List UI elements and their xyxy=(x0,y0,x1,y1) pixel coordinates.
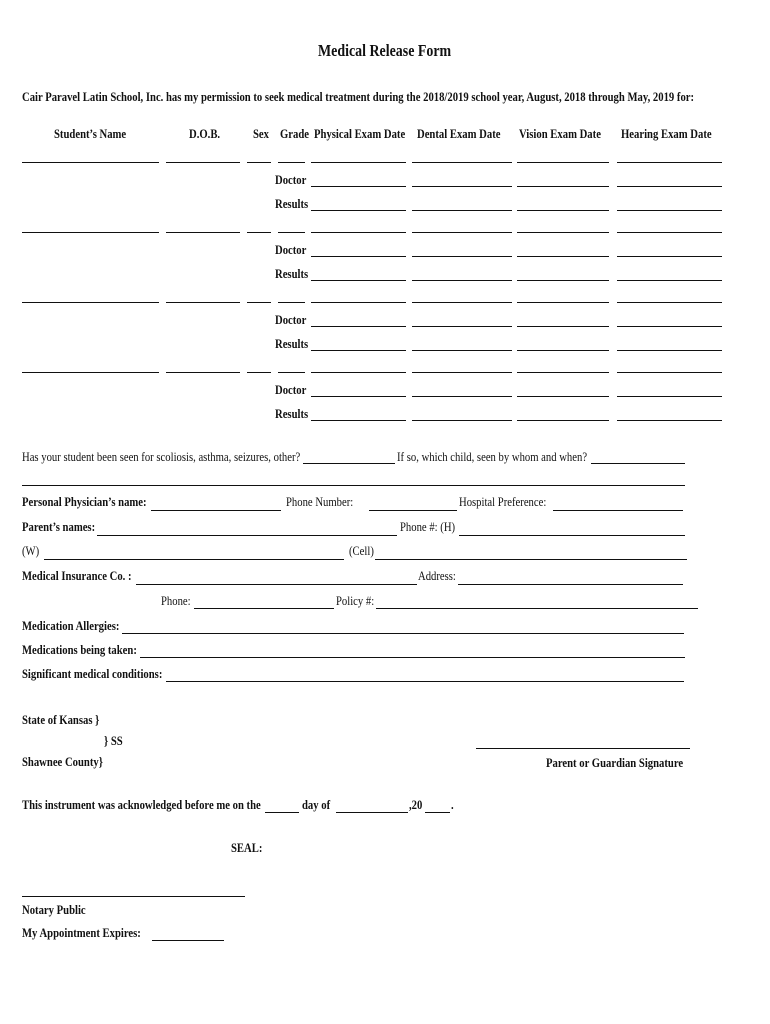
row-4-sex-field[interactable] xyxy=(247,372,271,373)
row-1-physical-field[interactable] xyxy=(311,162,406,163)
row-1-grade-field[interactable] xyxy=(278,162,305,163)
history-question-label: Has your student been seen for scoliosis, asthma, seizures, other? xyxy=(22,449,301,464)
row-4-doctor-hearing-field[interactable] xyxy=(617,396,722,397)
appointment-field[interactable] xyxy=(152,940,224,941)
row-1-hearing-field[interactable] xyxy=(617,162,722,163)
row-1-results-dental-field[interactable] xyxy=(412,210,512,211)
row-1-dental-field[interactable] xyxy=(412,162,512,163)
row-3-doctor-vision-field[interactable] xyxy=(517,326,609,327)
row-1-results-vision-field[interactable] xyxy=(517,210,609,211)
header-sex: Sex xyxy=(253,126,269,141)
conditions-label: Significant medical conditions: xyxy=(22,666,163,681)
row-4-vision-field[interactable] xyxy=(517,372,609,373)
history-followup-field[interactable] xyxy=(591,463,685,464)
phone-number-field[interactable] xyxy=(369,510,457,511)
row-1-results-label: Results xyxy=(275,196,309,211)
header-dental: Dental Exam Date xyxy=(417,126,501,141)
ack-period: . xyxy=(451,797,454,812)
row-1-dob-field[interactable] xyxy=(166,162,240,163)
row-1-doctor-vision-field[interactable] xyxy=(517,186,609,187)
row-4-results-vision-field[interactable] xyxy=(517,420,609,421)
policy-field[interactable] xyxy=(376,608,698,609)
row-2-hearing-field[interactable] xyxy=(617,232,722,233)
row-1-doctor-physical-field[interactable] xyxy=(311,186,406,187)
row-3-results-physical-field[interactable] xyxy=(311,350,406,351)
allergies-label: Medication Allergies: xyxy=(22,618,120,633)
row-2-sex-field[interactable] xyxy=(247,232,271,233)
hospital-label: Hospital Preference: xyxy=(459,494,547,509)
history-followup-label: If so, which child, seen by whom and when? xyxy=(397,449,588,464)
medications-field[interactable] xyxy=(140,657,685,658)
row-2-results-hearing-field[interactable] xyxy=(617,280,722,281)
row-1-student-name-field[interactable] xyxy=(22,162,159,163)
parents-label: Parent’s names: xyxy=(22,519,96,534)
header-hearing: Hearing Exam Date xyxy=(621,126,712,141)
row-4-physical-field[interactable] xyxy=(311,372,406,373)
row-2-grade-field[interactable] xyxy=(278,232,305,233)
ack-month-field[interactable] xyxy=(336,812,408,813)
row-2-physical-field[interactable] xyxy=(311,232,406,233)
row-4-doctor-vision-field[interactable] xyxy=(517,396,609,397)
row-4-results-hearing-field[interactable] xyxy=(617,420,722,421)
notary-signature-field[interactable] xyxy=(22,896,245,897)
row-3-vision-field[interactable] xyxy=(517,302,609,303)
row-2-results-vision-field[interactable] xyxy=(517,280,609,281)
row-2-results-physical-field[interactable] xyxy=(311,280,406,281)
appointment-label: My Appointment Expires: xyxy=(22,925,141,940)
header-vision: Vision Exam Date xyxy=(519,126,601,141)
ack-day-of-label: day of xyxy=(302,797,331,812)
row-4-results-label: Results xyxy=(275,406,309,421)
row-2-doctor-vision-field[interactable] xyxy=(517,256,609,257)
row-3-sex-field[interactable] xyxy=(247,302,271,303)
row-3-dental-field[interactable] xyxy=(412,302,512,303)
row-3-results-dental-field[interactable] xyxy=(412,350,512,351)
ack-day-field[interactable] xyxy=(265,812,299,813)
w-label: (W) xyxy=(22,543,40,558)
insurance-field[interactable] xyxy=(136,584,417,585)
phone-h-field[interactable] xyxy=(459,535,685,536)
row-4-doctor-physical-field[interactable] xyxy=(311,396,406,397)
row-3-doctor-label: Doctor xyxy=(275,312,307,327)
history-answer-field[interactable] xyxy=(303,463,395,464)
w-field[interactable] xyxy=(44,559,344,560)
row-2-doctor-hearing-field[interactable] xyxy=(617,256,722,257)
row-1-results-hearing-field[interactable] xyxy=(617,210,722,211)
row-3-physical-field[interactable] xyxy=(311,302,406,303)
physician-field[interactable] xyxy=(151,510,281,511)
medications-label: Medications being taken: xyxy=(22,642,137,657)
address-field[interactable] xyxy=(458,584,683,585)
row-3-dob-field[interactable] xyxy=(166,302,240,303)
row-1-doctor-label: Doctor xyxy=(275,172,307,187)
header-student-name: Student’s Name xyxy=(54,126,127,141)
header-dob: D.O.B. xyxy=(189,126,221,141)
row-4-student-name-field[interactable] xyxy=(22,372,159,373)
row-1-vision-field[interactable] xyxy=(517,162,609,163)
state-label: State of Kansas } xyxy=(22,712,100,727)
row-1-doctor-dental-field[interactable] xyxy=(412,186,512,187)
phone-h-label: Phone #: (H) xyxy=(400,519,456,534)
row-3-results-hearing-field[interactable] xyxy=(617,350,722,351)
signature-label: Parent or Guardian Signature xyxy=(546,755,684,770)
row-4-dental-field[interactable] xyxy=(412,372,512,373)
ack-year-field[interactable] xyxy=(425,812,450,813)
seal-label: SEAL: xyxy=(231,840,263,855)
row-3-student-name-field[interactable] xyxy=(22,302,159,303)
row-3-results-vision-field[interactable] xyxy=(517,350,609,351)
insurance-label: Medical Insurance Co. : xyxy=(22,568,132,583)
row-2-dob-field[interactable] xyxy=(166,232,240,233)
policy-label: Policy #: xyxy=(336,593,375,608)
row-4-results-physical-field[interactable] xyxy=(311,420,406,421)
row-3-hearing-field[interactable] xyxy=(617,302,722,303)
row-1-results-physical-field[interactable] xyxy=(311,210,406,211)
page-title: Medical Release Form xyxy=(318,41,452,60)
row-3-results-label: Results xyxy=(275,336,309,351)
signature-field[interactable] xyxy=(476,748,690,749)
row-4-doctor-label: Doctor xyxy=(275,382,307,397)
ss-label: } SS xyxy=(104,733,123,748)
ack-year-prefix: ,20 xyxy=(409,797,423,812)
row-3-doctor-hearing-field[interactable] xyxy=(617,326,722,327)
row-1-sex-field[interactable] xyxy=(247,162,271,163)
row-4-hearing-field[interactable] xyxy=(617,372,722,373)
phone-field[interactable] xyxy=(194,608,334,609)
row-2-student-name-field[interactable] xyxy=(22,232,159,233)
row-2-vision-field[interactable] xyxy=(517,232,609,233)
row-3-doctor-dental-field[interactable] xyxy=(412,326,512,327)
county-label: Shawnee County} xyxy=(22,754,103,769)
row-4-results-dental-field[interactable] xyxy=(412,420,512,421)
cell-field[interactable] xyxy=(375,559,687,560)
row-2-doctor-physical-field[interactable] xyxy=(311,256,406,257)
intro-text: Cair Paravel Latin School, Inc. has my permission to seek medical treatment during the 2018/2019 school year, August, 2018 through May, 2019 for: xyxy=(22,89,695,104)
row-2-results-dental-field[interactable] xyxy=(412,280,512,281)
row-2-doctor-dental-field[interactable] xyxy=(412,256,512,257)
phone-label: Phone: xyxy=(161,593,191,608)
header-grade: Grade xyxy=(280,126,310,141)
row-2-dental-field[interactable] xyxy=(412,232,512,233)
allergies-field[interactable] xyxy=(122,633,684,634)
header-physical: Physical Exam Date xyxy=(314,126,406,141)
row-2-results-label: Results xyxy=(275,266,309,281)
row-2-doctor-label: Doctor xyxy=(275,242,307,257)
row-3-grade-field[interactable] xyxy=(278,302,305,303)
row-4-doctor-dental-field[interactable] xyxy=(412,396,512,397)
row-1-doctor-hearing-field[interactable] xyxy=(617,186,722,187)
row-4-grade-field[interactable] xyxy=(278,372,305,373)
notary-label: Notary Public xyxy=(22,902,86,917)
address-label: Address: xyxy=(418,568,456,583)
phone-number-label: Phone Number: xyxy=(286,494,354,509)
conditions-field[interactable] xyxy=(166,681,684,682)
row-4-dob-field[interactable] xyxy=(166,372,240,373)
ack-text: This instrument was acknowledged before me on the xyxy=(22,797,261,812)
cell-label: (Cell) xyxy=(349,543,374,558)
physician-label: Personal Physician’s name: xyxy=(22,494,147,509)
parents-field[interactable] xyxy=(97,535,397,536)
row-3-doctor-physical-field[interactable] xyxy=(311,326,406,327)
hospital-field[interactable] xyxy=(553,510,683,511)
history-followup-field-2[interactable] xyxy=(22,485,685,486)
